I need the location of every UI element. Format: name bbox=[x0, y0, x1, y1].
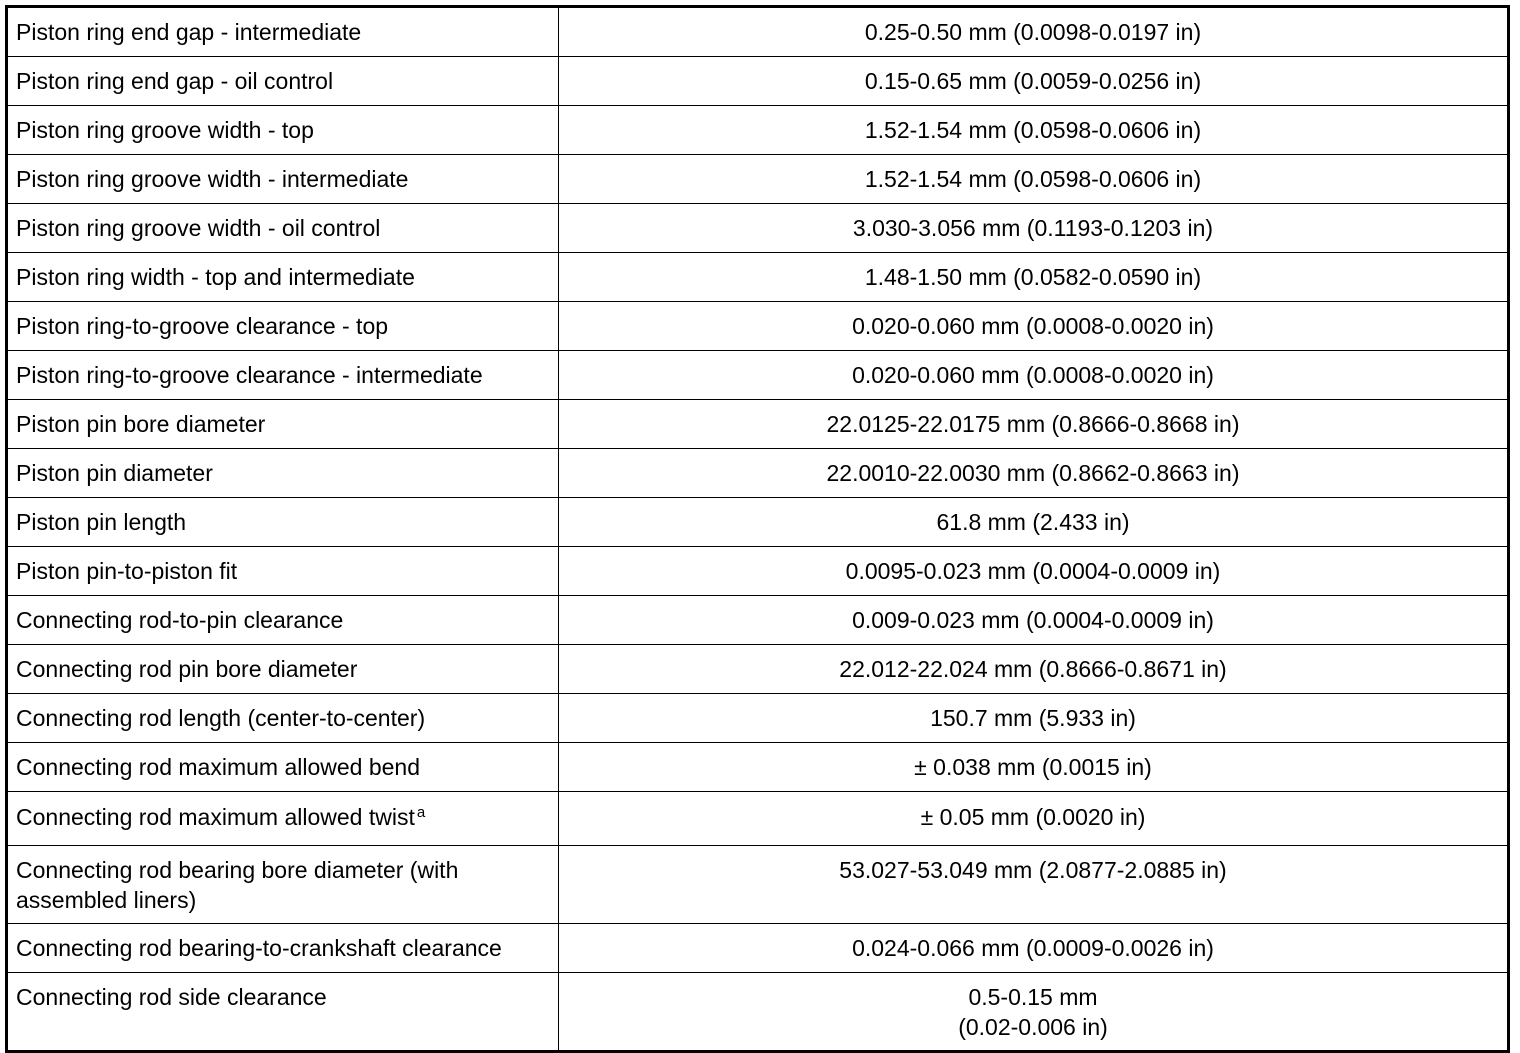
spec-label: Piston ring-to-groove clearance - top bbox=[7, 302, 559, 351]
table-row bbox=[7, 792, 1509, 846]
spec-value: 0.020-0.060 mm (0.0008-0.0020 in) bbox=[559, 351, 1509, 400]
spec-label: Piston pin-to-piston fit bbox=[7, 547, 559, 596]
table-row bbox=[7, 743, 1509, 792]
table-row bbox=[7, 253, 1509, 302]
spec-label: Connecting rod maximum allowed twist bbox=[16, 804, 415, 830]
spec-value: 3.030-3.056 mm (0.1193-0.1203 in) bbox=[559, 204, 1509, 253]
spec-label: Connecting rod side clearance bbox=[7, 973, 559, 1052]
spec-value: 0.0095-0.023 mm (0.0004-0.0009 in) bbox=[559, 547, 1509, 596]
spec-value: 1.52-1.54 mm (0.0598-0.0606 in) bbox=[559, 155, 1509, 204]
spec-value: 22.0010-22.0030 mm (0.8662-0.8663 in) bbox=[559, 449, 1509, 498]
spec-value: 0.25-0.50 mm (0.0098-0.0197 in) bbox=[559, 7, 1509, 57]
spec-value: 53.027-53.049 mm (2.0877-2.0885 in) bbox=[559, 846, 1509, 924]
spec-value: 0.020-0.060 mm (0.0008-0.0020 in) bbox=[559, 302, 1509, 351]
spec-label: Connecting rod-to-pin clearance bbox=[7, 596, 559, 645]
spec-value: 0.009-0.023 mm (0.0004-0.0009 in) bbox=[559, 596, 1509, 645]
spec-value: ± 0.05 mm (0.0020 in) bbox=[559, 792, 1509, 846]
spec-label: Connecting rod bearing bore diameter (with assembled liners) bbox=[7, 846, 559, 924]
table-row bbox=[7, 973, 1509, 1052]
spec-value: 0.15-0.65 mm (0.0059-0.0256 in) bbox=[559, 57, 1509, 106]
table-row bbox=[7, 596, 1509, 645]
table-row bbox=[7, 106, 1509, 155]
table-row bbox=[7, 498, 1509, 547]
spec-value: 1.48-1.50 mm (0.0582-0.0590 in) bbox=[559, 253, 1509, 302]
spec-label: Connecting rod length (center-to-center) bbox=[7, 694, 559, 743]
spec-label: Connecting rod maximum allowed bend bbox=[7, 743, 559, 792]
footnote-mark: a bbox=[416, 804, 426, 821]
spec-value: 1.52-1.54 mm (0.0598-0.0606 in) bbox=[559, 106, 1509, 155]
spec-value-cell bbox=[559, 973, 1509, 1052]
table-row bbox=[7, 924, 1509, 973]
spec-value: 22.012-22.024 mm (0.8666-0.8671 in) bbox=[559, 645, 1509, 694]
spec-label: Piston ring-to-groove clearance - intermediate bbox=[7, 351, 559, 400]
spec-value-line-2: (0.02-0.006 in) bbox=[958, 1014, 1108, 1040]
spec-label: Piston pin bore diameter bbox=[7, 400, 559, 449]
spec-label-cell bbox=[7, 792, 559, 846]
table-row bbox=[7, 351, 1509, 400]
spec-value: 150.7 mm (5.933 in) bbox=[559, 694, 1509, 743]
table-row bbox=[7, 694, 1509, 743]
spec-value: 22.0125-22.0175 mm (0.8666-0.8668 in) bbox=[559, 400, 1509, 449]
spec-label: Connecting rod bearing-to-crankshaft clearance bbox=[7, 924, 559, 973]
spec-value-line-1: 0.5-0.15 mm bbox=[968, 984, 1098, 1010]
table-row bbox=[7, 645, 1509, 694]
spec-label: Piston ring width - top and intermediate bbox=[7, 253, 559, 302]
spec-value: ± 0.038 mm (0.0015 in) bbox=[559, 743, 1509, 792]
spec-value: 0.024-0.066 mm (0.0009-0.0026 in) bbox=[559, 924, 1509, 973]
spec-label: Connecting rod pin bore diameter bbox=[7, 645, 559, 694]
spec-label: Piston pin length bbox=[7, 498, 559, 547]
spec-label: Piston ring groove width - oil control bbox=[7, 204, 559, 253]
table-row bbox=[7, 302, 1509, 351]
table-row bbox=[7, 449, 1509, 498]
spec-label: Piston ring end gap - oil control bbox=[7, 57, 559, 106]
spec-value: 61.8 mm (2.433 in) bbox=[559, 498, 1509, 547]
spec-label: Piston pin diameter bbox=[7, 449, 559, 498]
specifications-table bbox=[5, 5, 1510, 1053]
table-row bbox=[7, 846, 1509, 924]
table-row bbox=[7, 57, 1509, 106]
table-row bbox=[7, 547, 1509, 596]
spec-label: Piston ring end gap - intermediate bbox=[7, 7, 559, 57]
table-row bbox=[7, 400, 1509, 449]
table-row bbox=[7, 155, 1509, 204]
spec-label: Piston ring groove width - intermediate bbox=[7, 155, 559, 204]
table-row bbox=[7, 204, 1509, 253]
table-row bbox=[7, 7, 1509, 57]
spec-label: Piston ring groove width - top bbox=[7, 106, 559, 155]
